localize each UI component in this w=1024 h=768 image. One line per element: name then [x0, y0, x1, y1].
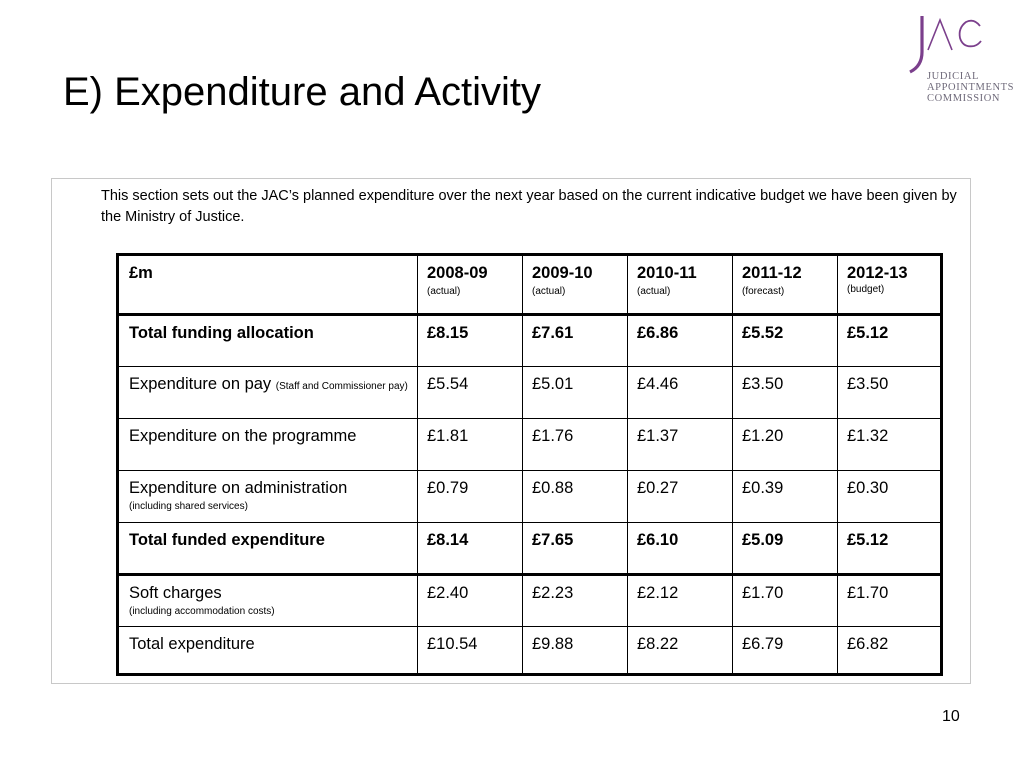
- intro-text: This section sets out the JAC’s planned expenditure over the next year based on the current indicative budget we have been given by the Ministry of Justice.: [101, 188, 957, 225]
- row-note: (including shared services): [129, 501, 248, 512]
- row-value: £1.32: [838, 419, 942, 471]
- row-value: £1.37: [628, 419, 733, 471]
- table-row-total-funding: [118, 315, 942, 367]
- header-year: 2011-12: [742, 264, 802, 282]
- row-label: Soft charges: [129, 584, 222, 602]
- table-row-programme: [118, 419, 942, 471]
- logo-line: JUDICIAL: [927, 71, 980, 82]
- expenditure-table: [116, 253, 943, 676]
- row-value: £10.54: [418, 627, 523, 675]
- row-note: (Staff and Commissioner pay): [275, 381, 408, 392]
- row-value: £0.27: [628, 471, 733, 523]
- row-label: Total funding allocation: [118, 315, 418, 367]
- row-value: £2.23: [523, 575, 628, 627]
- row-value: £5.12: [838, 523, 942, 575]
- row-label: Expenditure on the programme: [118, 419, 418, 471]
- table-row-soft-charges: [118, 575, 942, 627]
- page-number: 10: [942, 708, 960, 725]
- row-value: £0.39: [733, 471, 838, 523]
- slide-title: E) Expenditure and Activity: [63, 70, 542, 114]
- row-value: £1.70: [733, 575, 838, 627]
- row-value: £4.46: [628, 367, 733, 419]
- jac-logo-mark: [908, 14, 988, 74]
- table-header-row: [118, 255, 942, 315]
- logo-line: APPOINTMENTS: [927, 82, 1015, 93]
- row-label: Total expenditure: [118, 627, 418, 675]
- row-value: £6.86: [628, 315, 733, 367]
- row-value: £5.52: [733, 315, 838, 367]
- header-unit: £m: [118, 255, 418, 315]
- table-row-administration: [118, 471, 942, 523]
- row-value: £0.30: [838, 471, 942, 523]
- header-cell: [733, 255, 838, 315]
- row-value: £2.40: [418, 575, 523, 627]
- row-label-cell: [118, 367, 418, 419]
- header-note: (actual): [427, 286, 461, 297]
- header-year: 2009-10: [532, 264, 593, 282]
- header-cell: [628, 255, 733, 315]
- table-row-pay: [118, 367, 942, 419]
- row-note: (including accommodation costs): [129, 606, 275, 617]
- row-value: £6.10: [628, 523, 733, 575]
- row-value: £5.54: [418, 367, 523, 419]
- row-value: £5.12: [838, 315, 942, 367]
- header-year: 2010-11: [637, 264, 697, 282]
- header-note: (forecast): [742, 286, 785, 297]
- row-value: £3.50: [733, 367, 838, 419]
- row-value: £6.79: [733, 627, 838, 675]
- header-note: (budget): [847, 284, 885, 295]
- row-value: £7.65: [523, 523, 628, 575]
- row-value: £8.14: [418, 523, 523, 575]
- row-value: £1.76: [523, 419, 628, 471]
- row-value: £3.50: [838, 367, 942, 419]
- row-value: £1.81: [418, 419, 523, 471]
- header-cell: [523, 255, 628, 315]
- header-year: 2008-09: [427, 264, 488, 282]
- row-label-cell: [118, 471, 418, 523]
- header-cell: [418, 255, 523, 315]
- row-value: £5.09: [733, 523, 838, 575]
- row-label-cell: [118, 575, 418, 627]
- logo-wordmark: [927, 71, 1014, 104]
- table-row-total-funded: [118, 523, 942, 575]
- row-label: Expenditure on pay: [129, 375, 272, 393]
- jac-logo: [908, 14, 1018, 114]
- table-row-total-expenditure: [118, 627, 942, 675]
- header-note: (actual): [637, 286, 671, 297]
- row-value: £8.22: [628, 627, 733, 675]
- row-label: Total funded expenditure: [118, 523, 418, 575]
- row-value: £7.61: [523, 315, 628, 367]
- header-cell: [838, 255, 942, 315]
- row-value: £5.01: [523, 367, 628, 419]
- row-value: £1.70: [838, 575, 942, 627]
- row-value: £0.88: [523, 471, 628, 523]
- row-value: £9.88: [523, 627, 628, 675]
- header-year: 2012-13: [847, 264, 908, 282]
- row-value: £6.82: [838, 627, 942, 675]
- header-note: (actual): [532, 286, 566, 297]
- row-value: £1.20: [733, 419, 838, 471]
- row-value: £8.15: [418, 315, 523, 367]
- logo-line: COMMISSION: [927, 93, 1001, 104]
- row-label: Expenditure on administration: [129, 479, 348, 497]
- row-value: £2.12: [628, 575, 733, 627]
- row-value: £0.79: [418, 471, 523, 523]
